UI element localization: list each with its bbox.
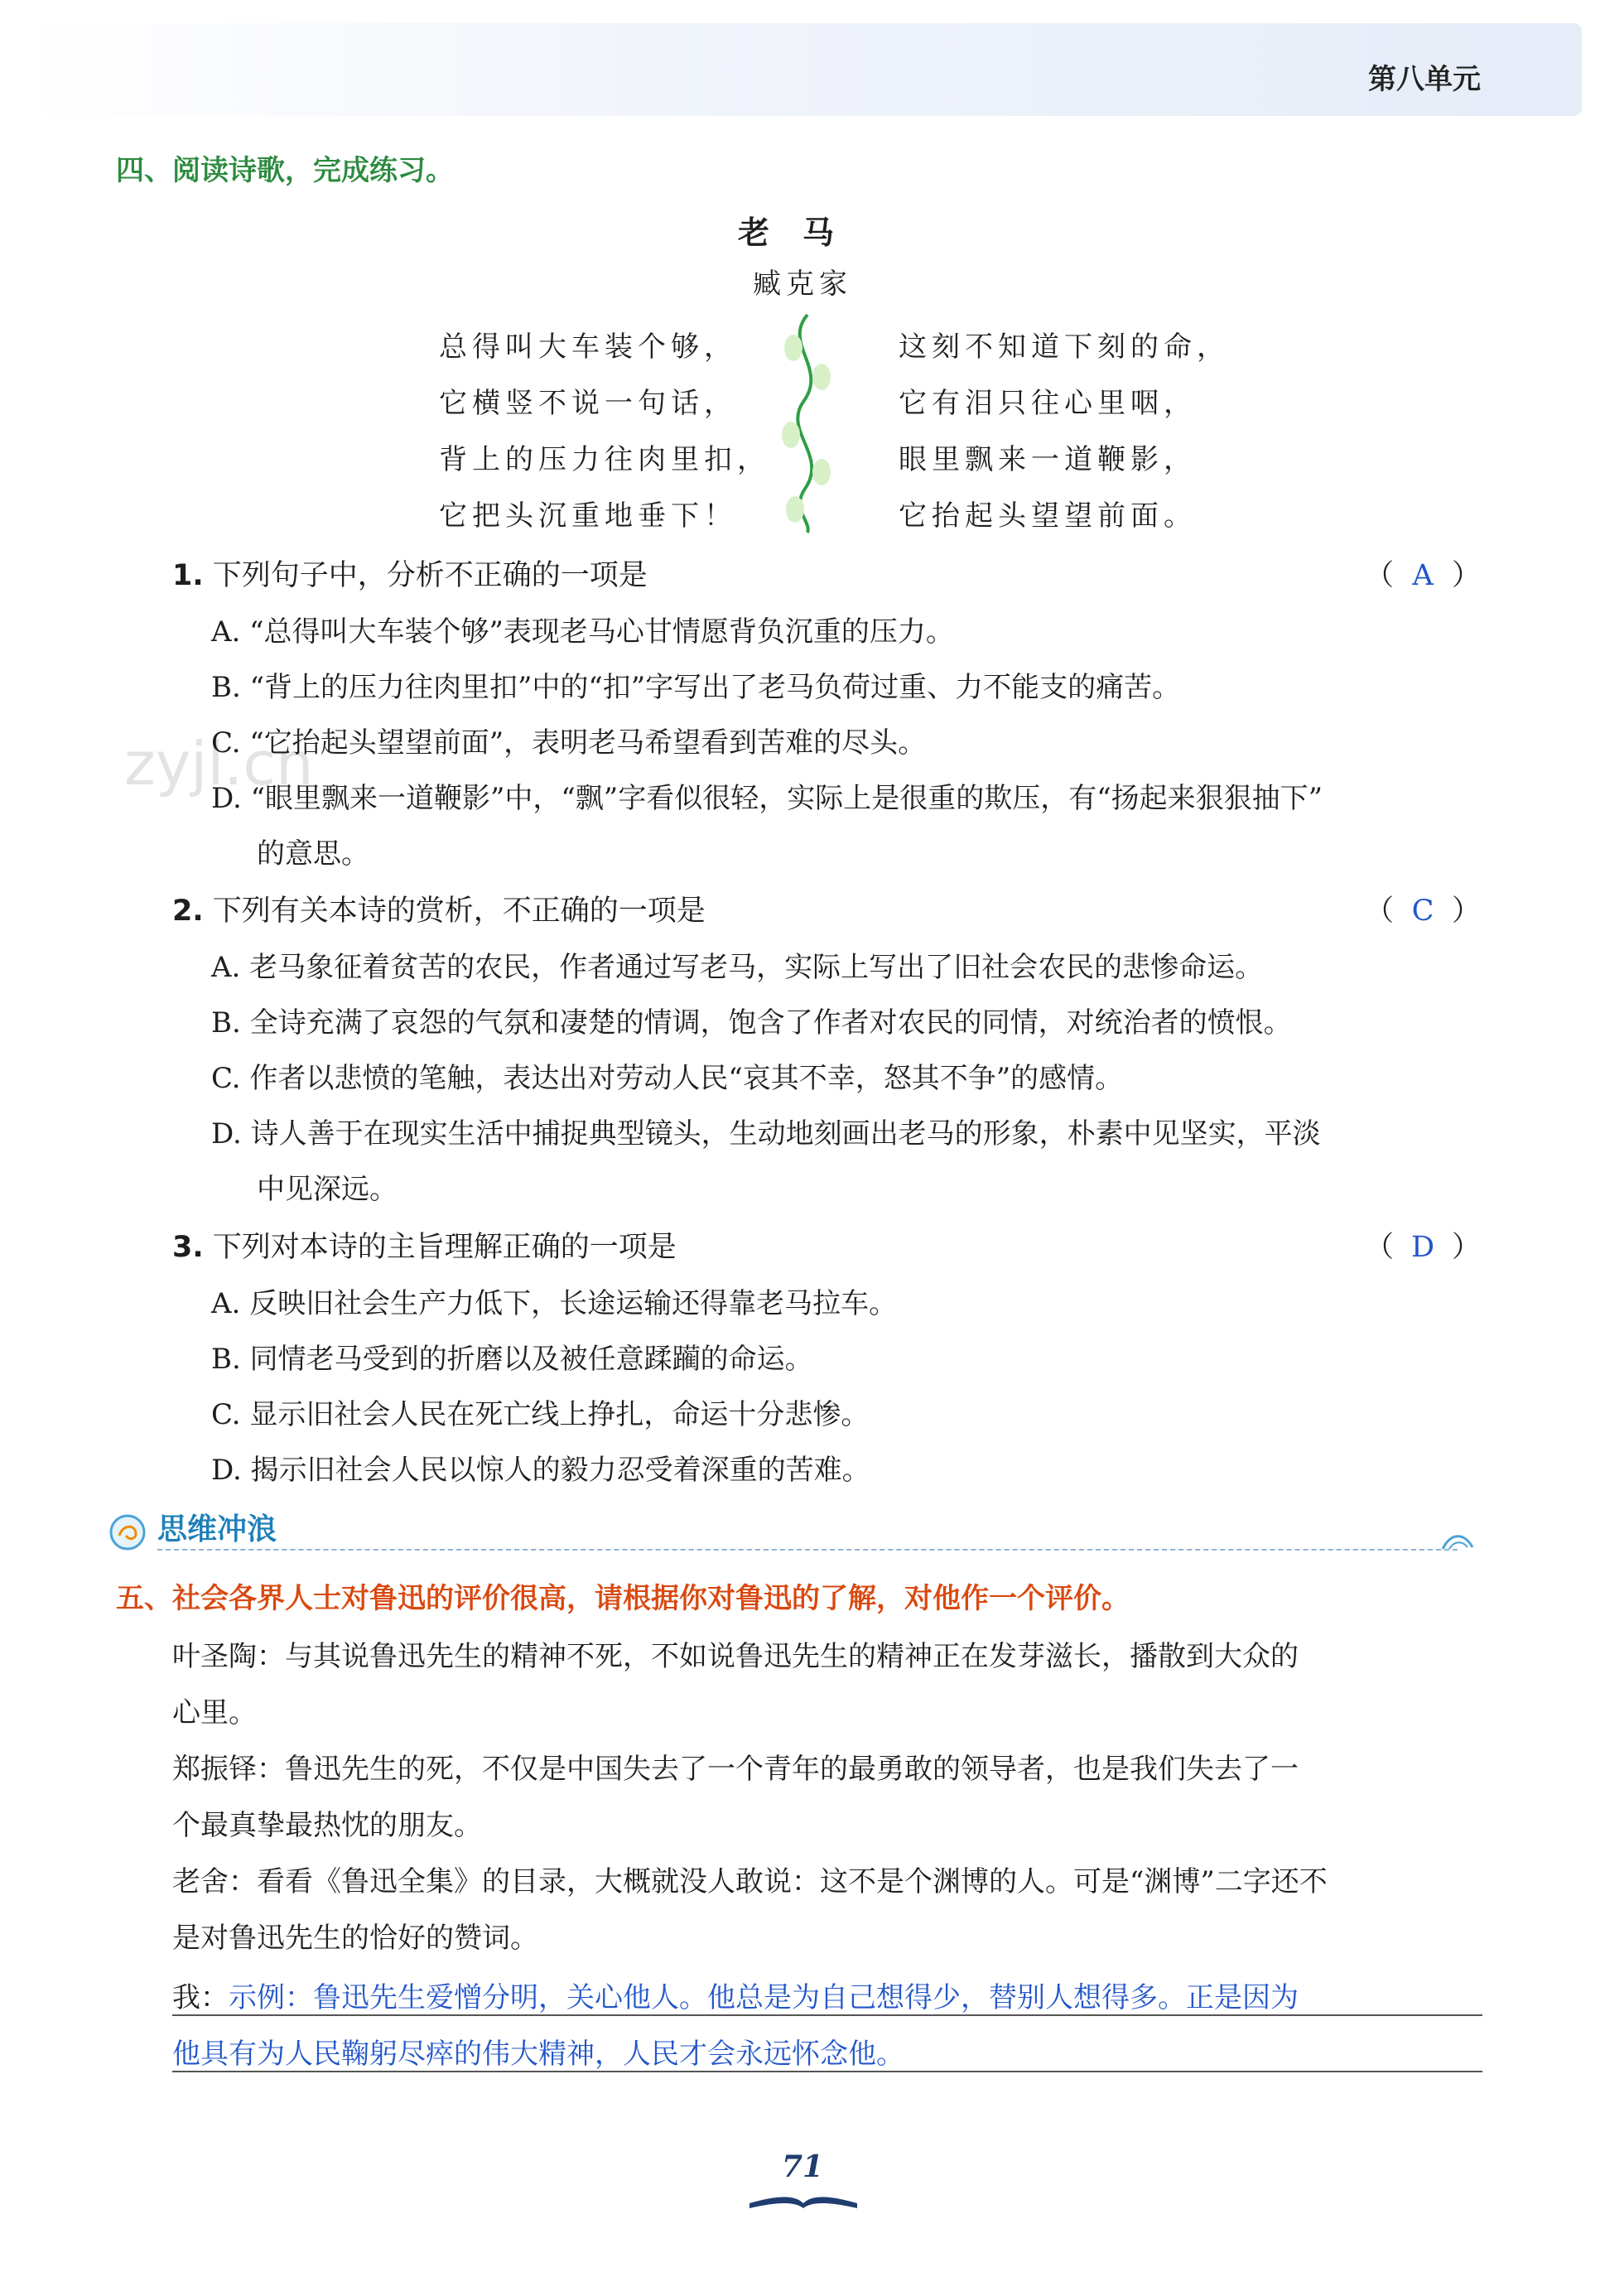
option: C. 显示旧社会人民在死亡线上挣扎，命运十分悲惨。 [211, 1398, 870, 1431]
unit-label: 第八单元 [1368, 63, 1481, 96]
poem-line: 总得叫大车装个够， [439, 330, 737, 364]
wave-icon [1441, 1529, 1474, 1554]
option: C. “它抬起头望望前面”，表明老马希望看到苦难的尽头。 [211, 726, 927, 760]
paren-open: （ [1364, 559, 1394, 592]
poem-left-column [439, 319, 770, 544]
question-2 [172, 888, 706, 929]
option: D. 诗人善于在现实生活中捕捉典型镜头，生动地刻画出老马的形象，朴素中见坚实，平淡 [211, 1117, 1321, 1150]
poem-line: 它把头沉重地垂下！ [439, 499, 737, 533]
poem-line: 背上的压力往肉里扣， [439, 443, 770, 476]
thinking-header: 思维冲浪 [157, 1512, 277, 1546]
me-label: 我： [172, 1981, 229, 2014]
option: A. 反映旧社会生产力低下，长途运输还得靠老马拉车。 [211, 1287, 898, 1320]
option: B. 全诗充满了哀怨的气氛和凄楚的情调，饱含了作者对农民的同情，对统治者的愤恨。 [211, 1006, 1292, 1039]
my-evaluation-line-2[interactable]: 他具有为人民鞠躬尽瘁的伟大精神，人民才会永远怀念他。 [172, 2038, 904, 2071]
answer-3 [1365, 1224, 1481, 1266]
poem-title: 老马 [737, 214, 867, 251]
section5-title: 五、社会各界人士对鲁迅的评价很高，请根据你对鲁迅的了解，对他作一个评价。 [116, 1582, 1130, 1615]
poem-line: 它抬起头望望前面。 [899, 499, 1197, 533]
poem-line: 它有泪只往心里咽， [899, 387, 1197, 420]
question-stem: 下列句子中，分析不正确的一项是 [212, 559, 648, 592]
answer-rule [172, 2014, 1482, 2016]
answer-1 [1365, 552, 1481, 594]
paren-open: （ [1364, 1231, 1394, 1264]
page-number: 71 [781, 2149, 824, 2184]
option: D. “眼里飘来一道鞭影”中，“飘”字看似很轻，实际上是很重的欺压，有“扬起来狠狠抽下” [211, 782, 1323, 815]
quote-line: 是对鲁迅先生的恰好的赞词。 [172, 1922, 538, 1955]
vine-decoration-icon [778, 311, 836, 534]
option: C. 作者以悲愤的笔触，表达出对劳动人民“哀其不幸，怒其不争”的感情。 [211, 1062, 1124, 1095]
header-band [25, 23, 1582, 116]
answer-text[interactable]: 示例：鲁迅先生爱憎分明，关心他人。他总是为自己想得少，替别人想得多。正是因为 [229, 1981, 1299, 2014]
answer-letter: C [1411, 895, 1434, 928]
poem-right-column [899, 319, 1230, 544]
option-continuation: 的意思。 [257, 837, 369, 871]
quote-line: 心里。 [172, 1696, 257, 1729]
question-3 [172, 1224, 677, 1266]
quote-line: 老舍：看看《鲁迅全集》的目录，大概就没人敢说：这不是个渊博的人。可是“渊博”二字还不 [172, 1865, 1328, 1898]
option: B. “背上的压力往肉里扣”中的“扣”字写出了老马负荷过重、力不能支的痛苦。 [211, 671, 1181, 704]
answer-rule [172, 2071, 1482, 2072]
quote-line: 个最真挚最热忱的朋友。 [172, 1809, 482, 1842]
option: B. 同情老马受到的折磨以及被任意蹂躏的命运。 [211, 1343, 813, 1376]
section4-title: 四、阅读诗歌，完成练习。 [116, 154, 454, 187]
option-continuation: 中见深远。 [257, 1173, 398, 1206]
poem-line: 眼里飘来一道鞭影， [899, 443, 1197, 476]
paren-open: （ [1364, 895, 1394, 928]
my-evaluation-line-1 [172, 1975, 1299, 2015]
watermark: zyjl.cn [124, 729, 314, 798]
wave-divider [157, 1549, 1458, 1551]
question-1 [172, 552, 648, 594]
wave-swirl-icon [108, 1512, 147, 1552]
question-number: 1. [172, 559, 204, 592]
book-icon [745, 2195, 861, 2212]
poem-author: 臧克家 [753, 268, 852, 301]
paren-close: ） [1451, 1231, 1481, 1264]
question-number: 3. [172, 1231, 204, 1264]
quote-line: 叶圣陶：与其说鲁迅先生的精神不死，不如说鲁迅先生的精神正在发芽滋长，播散到大众的 [172, 1640, 1299, 1673]
option: A. “总得叫大车装个够”表现老马心甘情愿背负沉重的压力。 [211, 615, 954, 649]
question-stem: 下列对本诗的主旨理解正确的一项是 [212, 1231, 677, 1264]
option: A. 老马象征着贫苦的农民，作者通过写老马，实际上写出了旧社会农民的悲惨命运。 [211, 951, 1264, 984]
poem-line: 这刻不知道下刻的命， [899, 330, 1230, 364]
paren-close: ） [1451, 895, 1481, 928]
poem-line: 它横竖不说一句话， [439, 387, 737, 420]
question-stem: 下列有关本诗的赏析，不正确的一项是 [212, 895, 706, 928]
option: D. 揭示旧社会人民以惊人的毅力忍受着深重的苦难。 [211, 1454, 870, 1487]
paren-close: ） [1451, 559, 1481, 592]
answer-letter: A [1412, 559, 1434, 592]
answer-2 [1365, 888, 1481, 929]
quote-line: 郑振铎：鲁迅先生的死，不仅是中国失去了一个青年的最勇敢的领导者，也是我们失去了一 [172, 1753, 1299, 1786]
question-number: 2. [172, 895, 204, 928]
answer-letter: D [1410, 1231, 1435, 1264]
